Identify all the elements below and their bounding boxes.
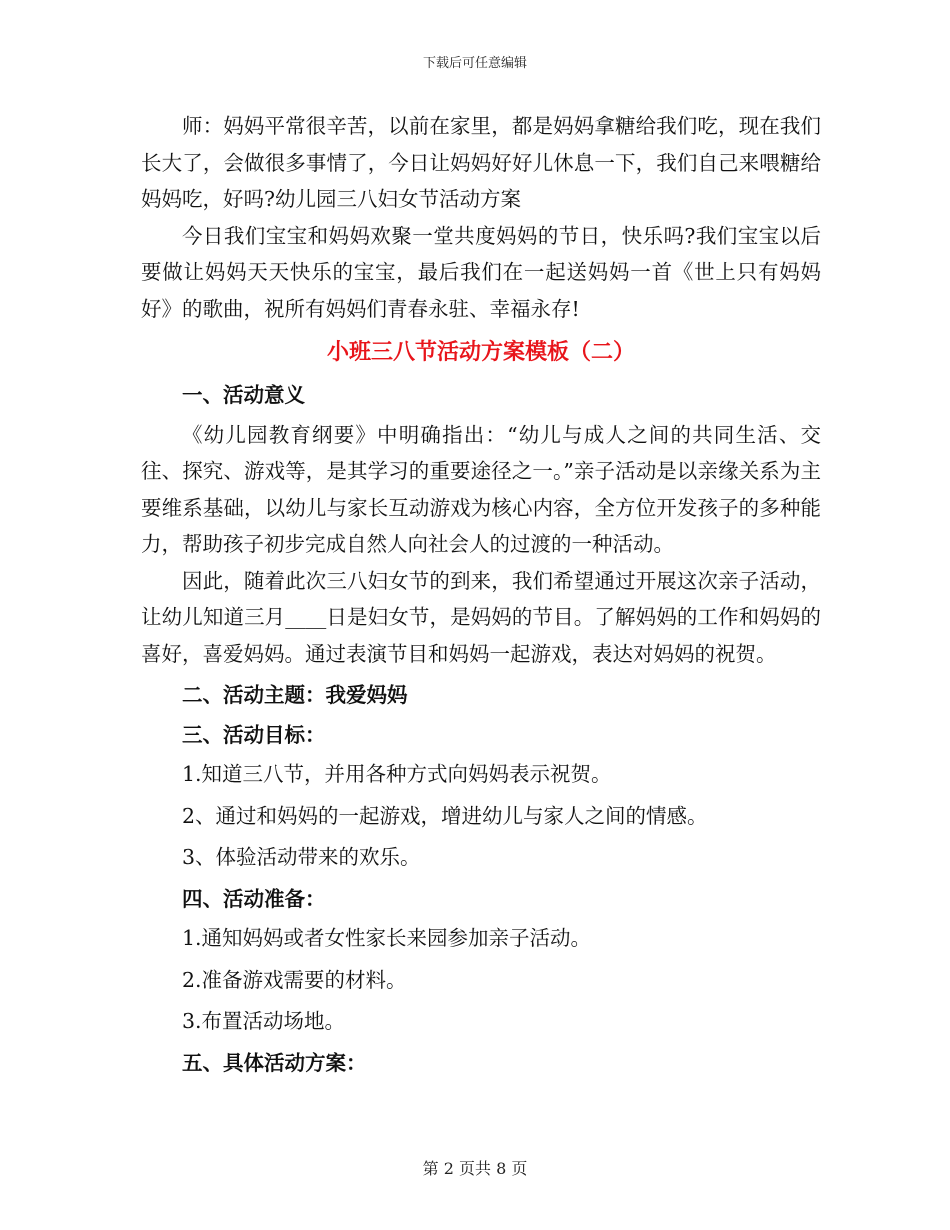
document-title: 小班三八节活动方案模板（二） bbox=[326, 340, 635, 365]
goal-item-2: 2、通过和妈妈的一起游戏，增进幼儿与家人之间的情感。 bbox=[182, 803, 708, 828]
preparation-item-2: 2.准备游戏需要的材料。 bbox=[182, 967, 407, 992]
section-heading-plan: 五、具体活动方案： bbox=[182, 1050, 367, 1075]
goal-item-1: 1.知道三八节，并用各种方式向妈妈表示祝贺。 bbox=[182, 762, 612, 786]
page-footer: 第 2 页共 8 页 bbox=[422, 1159, 528, 1178]
section-heading-goals: 三、活动目标： bbox=[182, 722, 326, 747]
preparation-item-1: 1.通知妈妈或者女性家长来园参加亲子活动。 bbox=[182, 926, 592, 950]
page-header: 下载后可任意编辑 bbox=[422, 56, 527, 71]
significance-paragraph-2: 因此，随着此次三八妇女节的到来，我们希望通过开展这次亲子活动，让幼儿知道三月____日是妇女节，是妈妈的节目。了解妈妈的工作和妈妈的喜好，喜爱妈妈。通过表演节目和妈妈一起游戏，表达对妈妈的祝贺。 bbox=[141, 568, 821, 666]
section-heading-preparation: 四、活动准备： bbox=[182, 886, 326, 911]
preparation-item-3: 3.布置活动场地。 bbox=[182, 1009, 346, 1033]
significance-paragraph-1: 《幼儿园教育纲要》中明确指出：“幼儿与成人之间的共同生活、交往、探究、游戏等，是其学习的重要途径之一。”亲子活动是以亲缘关系为主要维系基础，以幼儿与家长互动游戏为核心内容，全方位开发孩子的多种能力，帮助孩子初步完成自然人向社会人的过渡的一种活动。 bbox=[141, 422, 821, 556]
goal-item-3: 3、体验活动带来的欢乐。 bbox=[182, 845, 421, 869]
intro-paragraph-1: 师：妈妈平常很辛苦，以前在家里，都是妈妈拿糖给我们吃，现在我们长大了，会做很多事情了，今日让妈妈好好儿休息一下，我们自己来喂糖给妈妈吃，好吗?幼儿园三八妇女节活动方案 bbox=[141, 114, 821, 211]
section-heading-significance: 一、活动意义 bbox=[182, 383, 305, 407]
section-heading-theme: 二、活动主题：我爱妈妈 bbox=[182, 683, 408, 707]
intro-paragraph-2: 今日我们宝宝和妈妈欢聚一堂共度妈妈的节日，快乐吗?我们宝宝以后要做让妈妈天天快乐的宝宝，最后我们在一起送妈妈一首《世上只有妈妈好》的歌曲，祝所有妈妈们青春永驻、幸福永存! bbox=[141, 223, 821, 321]
document-body bbox=[141, 108, 821, 1084]
